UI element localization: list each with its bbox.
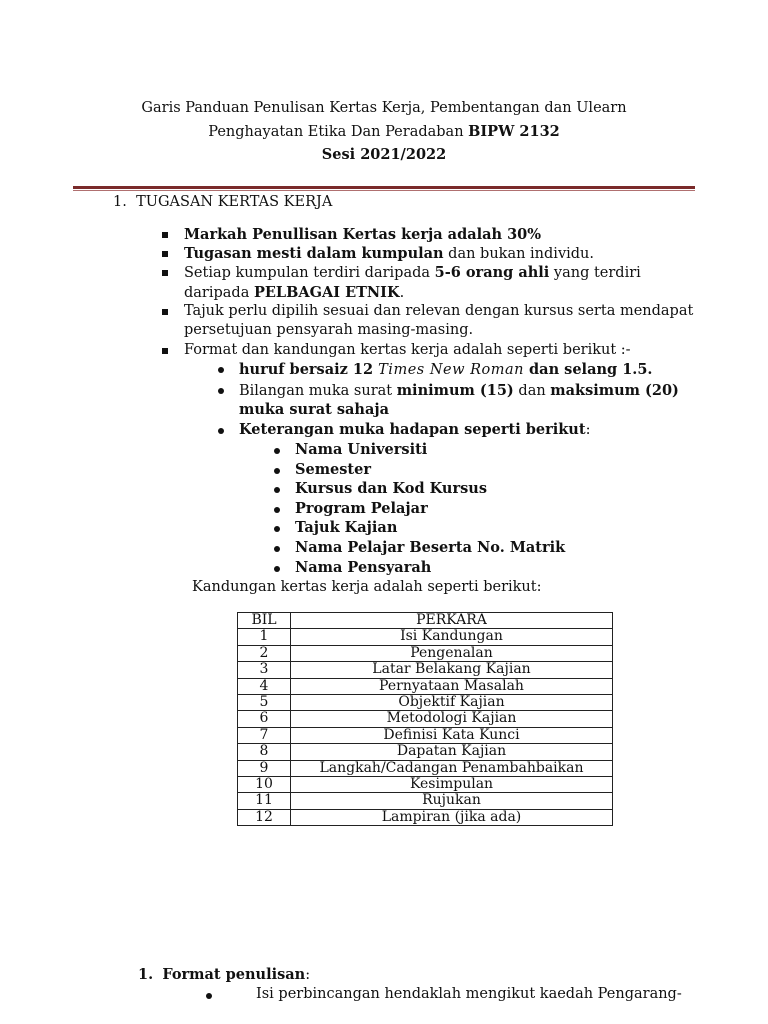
round-bullet-icon [218, 428, 224, 434]
list-item: Tajuk Kajian [295, 519, 398, 537]
table-row [238, 678, 613, 694]
table-row [238, 711, 613, 727]
list-item: Kursus dan Kod Kursus [295, 480, 487, 498]
bullet-markah: Markah Penullisan Kertas kerja adalah 30% [184, 226, 542, 243]
section-1-heading: 1. TUGASAN KERTAS KERJA [113, 194, 333, 210]
square-bullet-icon [162, 309, 168, 315]
round-bullet-icon [218, 388, 224, 394]
round-bullet-icon [274, 566, 280, 572]
cell-bil: 11 [238, 793, 291, 809]
round-bullet-icon [274, 526, 280, 532]
round-bullet-icon [206, 993, 212, 999]
table-row [238, 793, 613, 809]
header-perkara: PERKARA [291, 613, 613, 629]
table-row [238, 645, 613, 661]
cell-bil: 10 [238, 777, 291, 793]
square-bullet-icon [162, 251, 168, 257]
square-bullet-icon [162, 348, 168, 354]
sub-bullet-huruf: huruf bersaiz 12 Times New Roman dan selang 1.5. [239, 361, 653, 378]
cell-perkara: Isi Kandungan [291, 629, 613, 645]
list-item: Semester [295, 460, 371, 478]
cell-bil: 6 [238, 711, 291, 727]
table-row [238, 744, 613, 760]
cell-perkara: Objektif Kajian [291, 695, 613, 711]
table-row [238, 809, 613, 825]
cell-bil: 12 [238, 809, 291, 825]
square-bullet-icon [162, 270, 168, 276]
cell-perkara: Definisi Kata Kunci [291, 727, 613, 743]
bullet-tajuk-line1: Tajuk perlu dipilih sesuai dan relevan dengan kursus serta mendapat [184, 303, 694, 319]
bullet-kumpulan: Tugasan mesti dalam kumpulan dan bukan individu. [184, 245, 594, 262]
cell-bil: 2 [238, 645, 291, 661]
round-bullet-icon [274, 448, 280, 454]
cell-perkara: Langkah/Cadangan Penambahbaikan [291, 760, 613, 776]
sub-bullet-keterangan: Keterangan muka hadapan seperti berikut: [239, 421, 591, 438]
cell-perkara: Kesimpulan [291, 777, 613, 793]
bullet-tajuk-line2: persetujuan pensyarah masing-masing. [184, 322, 474, 338]
bullet-isi-perbincangan: Isi perbincangan hendaklah mengikut kaedah Pengarang- [256, 986, 682, 1002]
cell-perkara: Latar Belakang Kajian [291, 662, 613, 678]
header-rule [73, 186, 695, 189]
list-item: Nama Pensyarah [295, 558, 432, 576]
cell-bil: 8 [238, 744, 291, 760]
cell-bil: 4 [238, 678, 291, 694]
round-bullet-icon [274, 507, 280, 513]
bullet-ahli-line1: Setiap kumpulan terdiri daripada 5-6 orang ahli yang terdiri [184, 264, 641, 281]
bullet-ahli-line2: daripada PELBAGAI ETNIK. [184, 284, 405, 301]
sub-bullet-muka-surat-line1: Bilangan muka surat minimum (15) dan maksimum (20) [239, 382, 679, 399]
bullet-format: Format dan kandungan kertas kerja adalah seperti berikut :- [184, 342, 631, 358]
section-2-heading: 1. Format penulisan: [138, 966, 311, 983]
cell-perkara: Dapatan Kajian [291, 744, 613, 760]
doc-title-line2: Penghayatan Etika Dan Peradaban BIPW 2132 [208, 123, 560, 140]
cell-perkara: Pernyataan Masalah [291, 678, 613, 694]
content-table [237, 612, 613, 826]
list-item: Program Pelajar [295, 499, 428, 517]
table-row [238, 629, 613, 645]
doc-title-line1: Garis Panduan Penulisan Kertas Kerja, Pembentangan dan Ulearn [141, 100, 627, 116]
list-item: Nama Pelajar Beserta No. Matrik [295, 539, 566, 556]
round-bullet-icon [274, 468, 280, 474]
table-header-row [238, 613, 613, 629]
table-row [238, 727, 613, 743]
round-bullet-icon [274, 487, 280, 493]
content-intro: Kandungan kertas kerja adalah seperti berikut: [192, 579, 542, 595]
sub-bullet-muka-surat-line2: muka surat sahaja [239, 401, 389, 418]
cell-bil: 7 [238, 727, 291, 743]
square-bullet-icon [162, 232, 168, 238]
table-row [238, 760, 613, 776]
list-item: Nama Universiti [295, 441, 428, 458]
header-bil: BIL [238, 613, 291, 629]
doc-title-session: Sesi 2021/2022 [321, 146, 447, 163]
cell-bil: 9 [238, 760, 291, 776]
cell-perkara: Rujukan [291, 793, 613, 809]
cell-perkara: Metodologi Kajian [291, 711, 613, 727]
cell-bil: 5 [238, 695, 291, 711]
round-bullet-icon [218, 367, 224, 373]
cell-perkara: Lampiran (jika ada) [291, 809, 613, 825]
cell-bil: 1 [238, 629, 291, 645]
cell-bil: 3 [238, 662, 291, 678]
table-row [238, 695, 613, 711]
table-row [238, 777, 613, 793]
cell-perkara: Pengenalan [291, 645, 613, 661]
table-row [238, 662, 613, 678]
round-bullet-icon [274, 546, 280, 552]
header-rule-thin [73, 190, 695, 191]
